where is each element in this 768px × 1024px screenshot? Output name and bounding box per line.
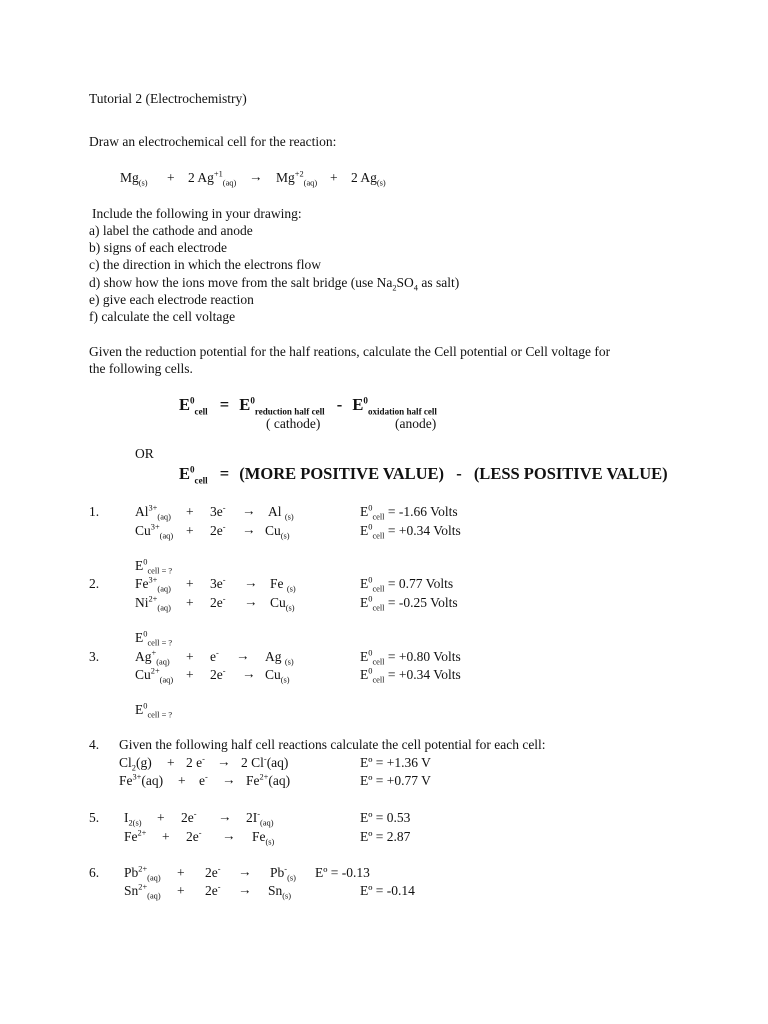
arrow-icon: →: [236, 648, 250, 663]
potential-value: $E^0_{cell} = +0.34$ Volts: [360, 522, 461, 541]
arrow-icon: →: [217, 754, 231, 769]
potential-value: Eº = -0.14: [360, 883, 415, 898]
reactant-ag: 2 Ag: [188, 170, 214, 185]
state-label: (aq): [303, 178, 318, 188]
answer-blank: $E^0_{cell = ?}$: [135, 701, 173, 720]
arrow-icon: →: [249, 169, 263, 184]
potential-value: $E^0_{cell} = -0.25$ Volts: [360, 594, 458, 613]
anode-label: (anode): [395, 416, 437, 431]
list-item: c) the direction in which the electrons flow: [89, 257, 322, 272]
arrow-icon: →: [244, 575, 258, 590]
or-label: OR: [135, 446, 154, 461]
list-item: a) label the cathode and anode: [89, 223, 253, 238]
arrow-icon: →: [238, 882, 252, 897]
given-text-line2: the following cells.: [89, 361, 193, 376]
answer-blank: $E^0_{cell = ?}$: [135, 629, 173, 648]
state-label: (aq): [222, 178, 237, 188]
arrow-icon: →: [222, 772, 236, 787]
potential-value: $E^0_{cell} = +0.80$ Volts: [360, 648, 461, 667]
potential-value: $E^0_{cell} = +0.34$ Volts: [360, 666, 461, 685]
arrow-icon: →: [242, 503, 256, 518]
arrow-icon: →: [244, 594, 258, 609]
potential-value: Eº = 2.87: [360, 829, 411, 844]
arrow-icon: →: [218, 809, 232, 824]
list-item: f) calculate the cell voltage: [89, 309, 236, 324]
answer-blank: $E^0_{cell = ?}$: [135, 557, 173, 576]
charge-label: +1: [213, 169, 223, 179]
potential-value: Eº = -0.13: [315, 865, 370, 880]
question-number: 1.: [89, 504, 100, 519]
question-number: 3.: [89, 649, 100, 664]
charge-label: +2: [294, 169, 304, 179]
list-item: d) show how the ions move from the salt bridge (use $Na_2SO_4$ as salt): [89, 275, 460, 293]
potential-value: Eº = +1.36 V: [360, 755, 431, 770]
list-item: e) give each electrode reaction: [89, 292, 254, 307]
potential-value: $E^0_{cell} = 0.77$ Volts: [360, 575, 454, 594]
formula-primary: $E^0_{cell} = E^0_{reduction half cell} - E^0_{oxidation half cell}$: [179, 395, 437, 417]
arrow-icon: →: [242, 666, 256, 681]
product-ag: 2 Ag: [351, 170, 377, 185]
arrow-icon: →: [238, 864, 252, 879]
reactant-mg: Mg: [120, 170, 139, 185]
potential-value: Eº = 0.53: [360, 810, 411, 825]
potential-value: Eº = +0.77 V: [360, 773, 431, 788]
state-label: (s): [138, 178, 148, 188]
list-item: b) signs of each electrode: [89, 240, 227, 255]
question-number: 2.: [89, 576, 100, 591]
potential-value: $E^0_{cell} = -1.66$ Volts: [360, 503, 458, 522]
plus-sign: +: [167, 170, 175, 185]
formula-alternative: $E^0_{cell}$ = (MORE POSITIVE VALUE) - (LESS POSITIVE VALUE): [179, 464, 668, 486]
arrow-icon: →: [242, 522, 256, 537]
question-number: 6.: [89, 865, 100, 880]
cathode-label: ( cathode): [266, 416, 321, 431]
question-text: Given the following half cell reactions calculate the cell potential for each cell:: [119, 737, 546, 752]
page-title: Tutorial 2 (Electrochemistry): [89, 91, 247, 106]
question-number: 4.: [89, 737, 100, 752]
arrow-icon: →: [222, 828, 236, 843]
plus-sign: +: [330, 170, 338, 185]
product-mg: Mg: [276, 170, 295, 185]
include-heading: Include the following in your drawing:: [92, 206, 302, 221]
question-number: 5.: [89, 810, 100, 825]
state-label: (s): [376, 178, 386, 188]
intro-text: Draw an electrochemical cell for the reaction:: [89, 134, 337, 149]
given-text-line1: Given the reduction potential for the half reations, calculate the Cell potential or Cell voltage for: [89, 344, 611, 359]
